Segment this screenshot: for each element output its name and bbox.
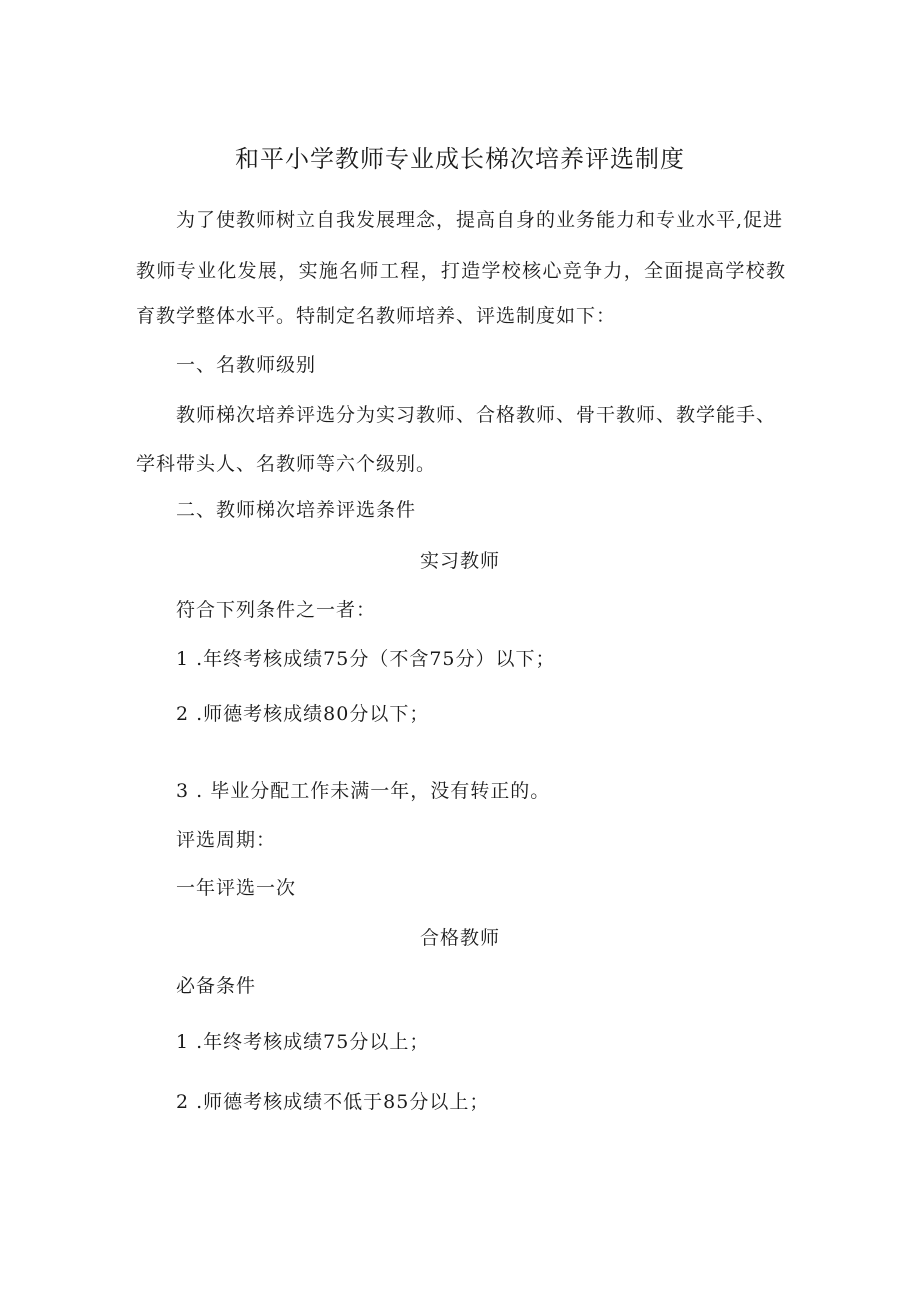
- intern-cycle-value: 一年评选一次: [176, 877, 297, 899]
- document-title: 和平小学教师专业成长梯次培养评选制度: [235, 145, 685, 173]
- qualified-item-1: 1 .年终考核成绩75分以上；: [176, 1031, 430, 1053]
- section-1-heading: 一、名教师级别: [176, 354, 317, 376]
- section-1-body-line-1: 教师梯次培养评选分为实习教师、合格教师、骨干教师、教学能手、: [176, 404, 777, 426]
- qualified-teacher-lead: 必备条件: [176, 975, 257, 997]
- intern-item-2: 2 .师德考核成绩80分以下；: [176, 703, 430, 725]
- intro-line-2: 教师专业化发展，实施名师工程，打造学校核心竞争力，全面提高学校教: [136, 260, 786, 282]
- intro-line-1: 为了使教师树立自我发展理念，提高自身的业务能力和专业水平,促进: [176, 209, 784, 231]
- intern-cycle-label: 评选周期：: [176, 829, 277, 851]
- intern-item-3: 3 . 毕业分配工作未满一年，没有转正的。: [176, 780, 551, 802]
- section-2-heading: 二、教师梯次培养评选条件: [176, 499, 417, 521]
- section-1-body-line-2: 学科带头人、名教师等六个级别。: [136, 453, 437, 475]
- intern-item-1: 1 .年终考核成绩75分（不含75分）以下；: [176, 648, 556, 670]
- qualified-item-2: 2 .师德考核成绩不低于85分以上；: [176, 1091, 490, 1113]
- intern-teacher-lead: 符合下列条件之一者：: [176, 599, 377, 621]
- intro-line-3: 育教学整体水平。特制定名教师培养、评选制度如下：: [136, 305, 617, 327]
- qualified-teacher-title: 合格教师: [419, 927, 500, 949]
- intern-teacher-title: 实习教师: [419, 550, 500, 572]
